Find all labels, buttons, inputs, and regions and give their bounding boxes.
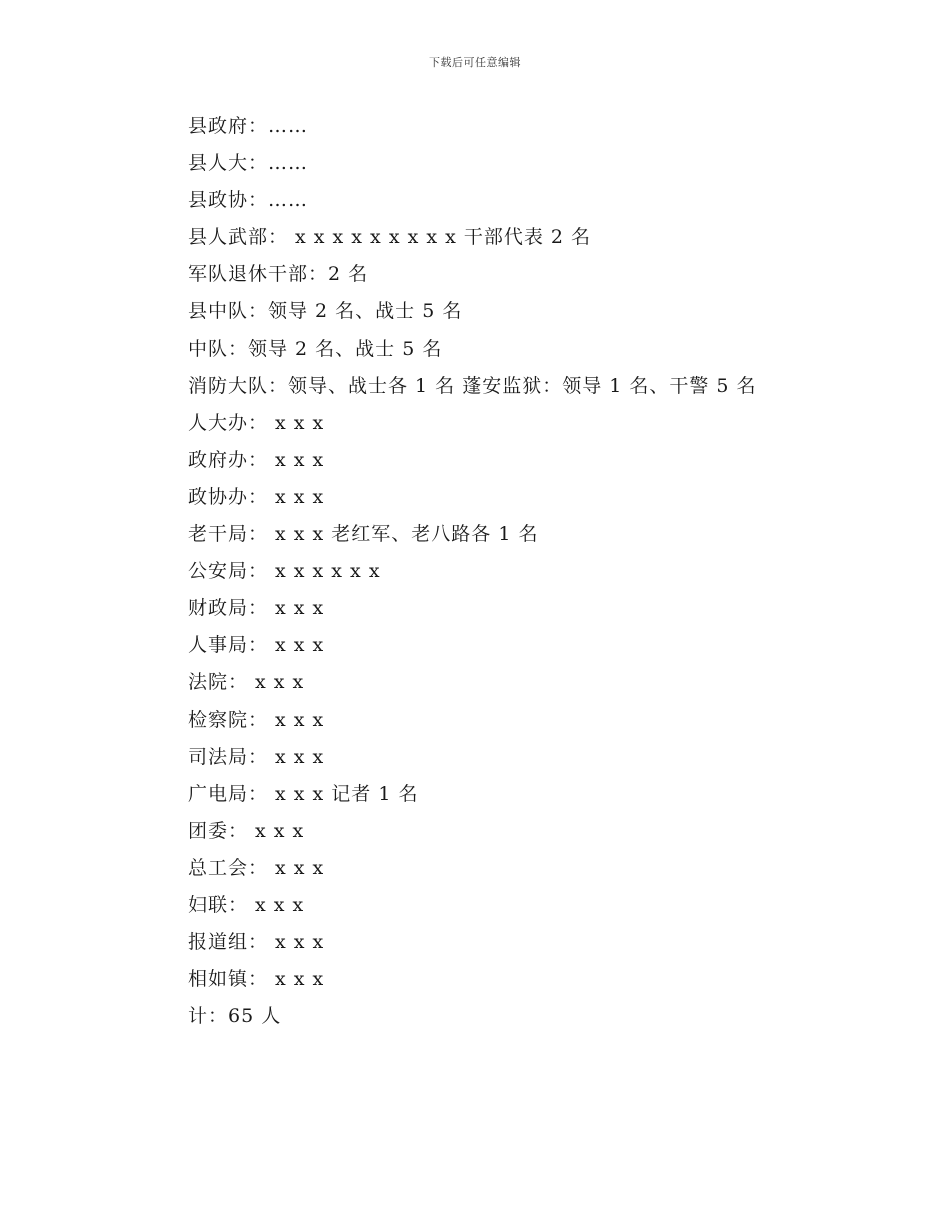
list-item: 人大办： x x x <box>188 411 325 434</box>
list-item: 县人大：…… <box>188 152 309 175</box>
list-item: 政府办： x x x <box>188 448 325 471</box>
list-item: 司法局： x x x <box>188 745 325 768</box>
list-item: 报道组： x x x <box>188 931 325 954</box>
list-item: 县人武部： x x x x x x x x x 干部代表 2 名 <box>188 226 592 249</box>
list-item: 广电局： x x x 记者 1 名 <box>188 782 419 805</box>
list-item: 军队退休干部：2 名 <box>188 263 369 286</box>
total-line: 计：65 人 <box>188 1005 282 1028</box>
list-item: 妇联： x x x <box>188 893 305 916</box>
list-item: 财政局： x x x <box>188 597 325 620</box>
page-header: 下载后可任意编辑 <box>429 56 521 69</box>
list-item: 相如镇： x x x <box>188 968 325 991</box>
list-item: 团委： x x x <box>188 819 305 842</box>
list-item: 中队：领导 2 名、战士 5 名 <box>188 337 443 360</box>
list-item: 消防大队：领导、战士各 1 名 蓬安监狱：领导 1 名、干警 5 名 <box>188 374 757 397</box>
list-item: 总工会： x x x <box>188 856 325 879</box>
list-item: 老干局： x x x 老红军、老八路各 1 名 <box>188 523 539 546</box>
list-item: 政协办： x x x <box>188 485 325 508</box>
list-item: 检察院： x x x <box>188 708 325 731</box>
list-item: 人事局： x x x <box>188 634 325 657</box>
list-item: 县中队：领导 2 名、战士 5 名 <box>188 300 463 323</box>
list-item: 公安局： x x x x x x <box>188 560 381 583</box>
list-item: 法院： x x x <box>188 671 305 694</box>
list-item: 县政协：…… <box>188 189 309 212</box>
list-item: 县政府：…… <box>188 115 309 137</box>
document-body <box>188 108 888 1035</box>
